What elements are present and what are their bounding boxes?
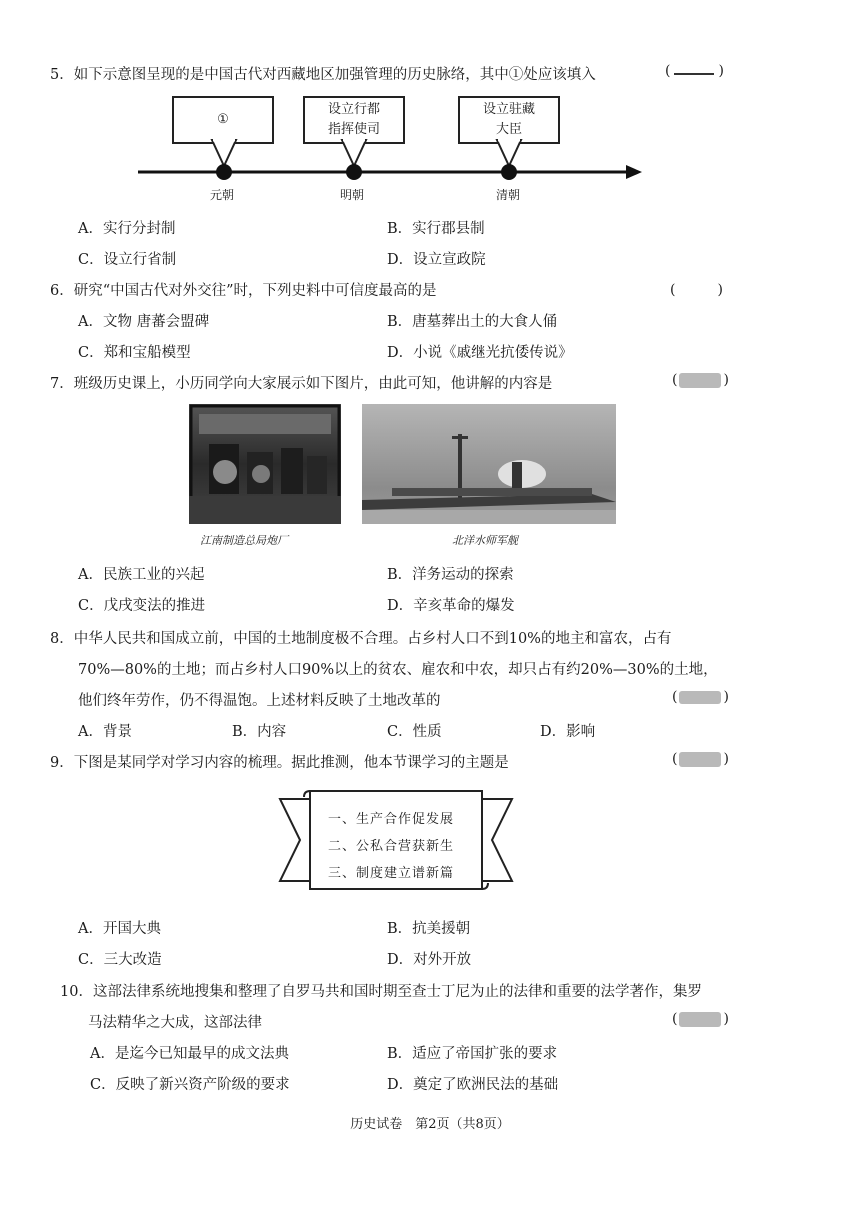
question-10-line-2: 马法精华之大成，这部法律 — [88, 1015, 262, 1031]
question-9-stem: 9．下图是某同学对学习内容的梳理。据此推测，他本节课学习的主题是 — [50, 755, 509, 771]
q5-option-c: C．设立行省制 — [78, 252, 177, 268]
answer-bracket-10: ( ) — [672, 1011, 729, 1027]
dynasty-label-1: 元朝 — [210, 188, 235, 202]
q7-option-a: A．民族工业的兴起 — [78, 567, 205, 583]
q8-option-a: A．背景 — [78, 724, 132, 740]
q6-option-d: D．小说《戚继光抗倭传说》 — [387, 345, 573, 361]
timeline-box-3: 设立驻藏 大臣 — [458, 96, 560, 144]
question-6-stem: 6．研究“中国古代对外交往”时，下列史料中可信度最高的是 — [50, 283, 437, 299]
q10-option-c: C．反映了新兴资产阶级的要求 — [90, 1077, 290, 1093]
q7-option-b: B．洋务运动的探索 — [387, 567, 514, 583]
q8-option-c: C．性质 — [387, 724, 442, 740]
answer-bracket-8: ( ) — [672, 689, 729, 705]
q10-option-d: D．奠定了欧洲民法的基础 — [387, 1077, 559, 1093]
q5-option-d: D．设立宣政院 — [387, 252, 486, 268]
q9-option-b: B．抗美援朝 — [387, 921, 471, 937]
q8-option-b: B．内容 — [232, 724, 287, 740]
q9-option-d: D．对外开放 — [387, 952, 472, 968]
q7-option-c: C．戊戌变法的推进 — [78, 598, 206, 614]
warship-photo — [362, 404, 616, 524]
photo-caption-1: 江南制造总局炮厂 — [200, 534, 288, 547]
timeline-box-2: 设立行都 指挥使司 — [303, 96, 405, 144]
arsenal-photo — [189, 404, 341, 524]
timeline-dot-1 — [216, 164, 232, 180]
timeline-dot-2 — [346, 164, 362, 180]
question-10-line-1: 10．这部法律系统地搜集和整理了自罗马共和国时期至查士丁尼为止的法律和重要的法学著作，集罗 — [60, 984, 702, 1000]
q5-option-a: A．实行分封制 — [78, 221, 176, 237]
banner-line-2: 二、公私合营获新生 — [328, 839, 455, 854]
q6-option-c: C．郑和宝船模型 — [78, 345, 191, 361]
answer-bracket-9: ( ) — [672, 751, 729, 767]
q8-option-d: D．影响 — [540, 724, 596, 740]
q6-option-a: A．文物 唐蕃会盟碑 — [78, 314, 210, 330]
photo-caption-2: 北洋水师军舰 — [452, 534, 518, 547]
banner-line-1: 一、生产合作促发展 — [328, 812, 455, 827]
banner-line-3: 三、制度建立谱新篇 — [328, 866, 455, 881]
q9-option-a: A．开国大典 — [78, 921, 161, 937]
question-5-stem: 5．如下示意图呈现的是中国古代对西藏地区加强管理的历史脉络，其中①处应该填入 — [50, 67, 596, 83]
q6-option-b: B．唐墓葬出土的大食人俑 — [387, 314, 558, 330]
timeline-diagram — [0, 0, 860, 210]
question-8-line-2: 70%—80%的土地；而占乡村人口90%以上的贫农、雇农和中农，却只占有约20%—30%的土地， — [78, 662, 718, 678]
q9-option-c: C．三大改造 — [78, 952, 162, 968]
page-footer: 历史试卷 第2页（共8页） — [350, 1117, 510, 1132]
dynasty-label-3: 清朝 — [496, 188, 521, 202]
question-8-line-1: 8．中华人民共和国成立前，中国的土地制度极不合理。占乡村人口不到10%的地主和富农，占有 — [50, 631, 672, 647]
q10-option-a: A．是迄今已知最早的成文法典 — [90, 1046, 289, 1062]
question-8-line-3: 他们终年劳作，仍不得温饱。上述材料反映了土地改革的 — [78, 693, 441, 709]
answer-bracket-6: ( ) — [670, 282, 723, 298]
q5-option-b: B．实行郡县制 — [387, 221, 485, 237]
answer-bracket-7: ( ) — [672, 372, 729, 388]
timeline-dot-3 — [501, 164, 517, 180]
q10-option-b: B．适应了帝国扩张的要求 — [387, 1046, 558, 1062]
q7-option-d: D．辛亥革命的爆发 — [387, 598, 515, 614]
dynasty-label-2: 明朝 — [340, 188, 365, 202]
blank-marker: ① — [217, 112, 229, 127]
question-7-stem: 7．班级历史课上，小历同学向大家展示如下图片，由此可知，他讲解的内容是 — [50, 376, 553, 392]
timeline-arrow-icon — [626, 165, 642, 179]
answer-bracket-5: ( ) — [665, 63, 724, 79]
